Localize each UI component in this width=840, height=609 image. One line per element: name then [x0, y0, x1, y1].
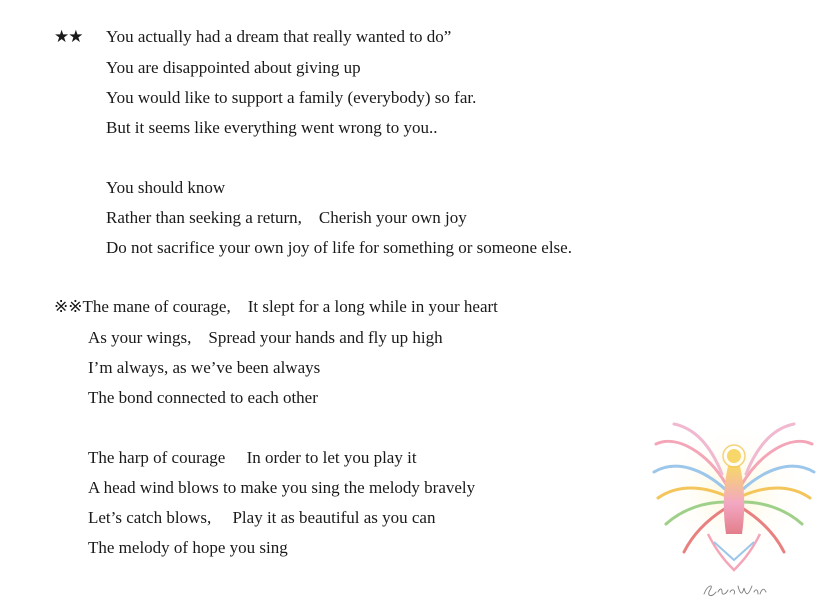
- verse1-line-2: You are disappointed about giving up: [106, 58, 361, 77]
- verse1-line-4: But it seems like everything went wrong to you..: [106, 118, 438, 137]
- verse2-line-1: You should know: [106, 178, 226, 197]
- chorus2-line-4: The melody of hope you sing: [88, 538, 288, 557]
- star-marker: ★★: [54, 27, 83, 47]
- chorus1-line-1: ※※The mane of courage, It slept for a long while in your heart: [54, 297, 498, 316]
- verse2-line-3: Do not sacrifice your own joy of life for something or someone else.: [106, 238, 572, 257]
- signature-logo: [700, 580, 770, 600]
- chorus2-line-2: A head wind blows to make you sing the melody bravely: [88, 478, 476, 497]
- chorus2-line-1: The harp of courage In order to let you play it: [88, 448, 417, 467]
- chorus1-line-3: I’m always, as we’ve been always: [88, 358, 321, 377]
- verse1-line-1: You actually had a dream that really wanted to do”: [106, 27, 452, 46]
- chorus1-line-4: The bond connected to each other: [88, 388, 318, 407]
- verse1-line-3: You would like to support a family (everybody) so far.: [106, 88, 477, 107]
- chorus2-line-3: Let’s catch blows, Play it as beautiful as you can: [88, 508, 436, 527]
- angel-wings-icon: [648, 414, 820, 574]
- chorus1-line-2: As your wings, Spread your hands and fly up high: [88, 328, 443, 347]
- verse2-line-2: Rather than seeking a return, Cherish your own joy: [106, 208, 467, 227]
